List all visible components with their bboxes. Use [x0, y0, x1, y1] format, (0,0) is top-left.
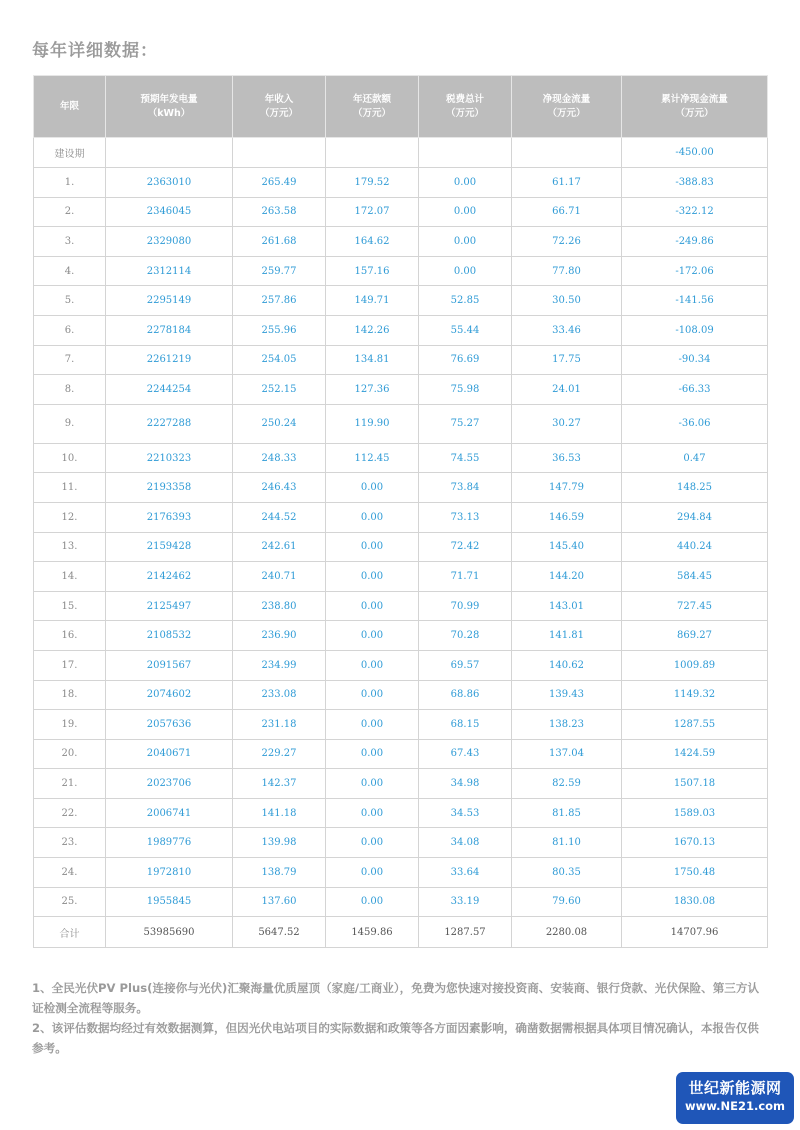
cumulative-cell: 1149.32 — [622, 680, 768, 710]
income-cell: 265.49 — [233, 168, 326, 198]
income-cell: 141.18 — [233, 798, 326, 828]
table-row — [34, 375, 768, 405]
cumulative-cell: -108.09 — [622, 315, 768, 345]
tax-cell: 75.98 — [419, 375, 512, 405]
table-row — [34, 591, 768, 621]
generation-cell: 2278184 — [106, 315, 233, 345]
year-cell: 建设期 — [34, 138, 106, 168]
generation-cell: 2159428 — [106, 532, 233, 562]
cumulative-cell: 1750.48 — [622, 858, 768, 888]
net-cash-flow-cell: 24.01 — [512, 375, 622, 405]
repayment-cell: 119.90 — [326, 404, 419, 443]
tax-cell: 34.98 — [419, 769, 512, 799]
total-tax: 1287.57 — [419, 917, 512, 948]
repayment-cell: 127.36 — [326, 375, 419, 405]
repayment-cell: 0.00 — [326, 798, 419, 828]
generation-cell: 1989776 — [106, 828, 233, 858]
table-row — [34, 562, 768, 592]
net-cash-flow-cell: 140.62 — [512, 650, 622, 680]
table-row — [34, 798, 768, 828]
table-row — [34, 858, 768, 888]
generation-cell: 2057636 — [106, 710, 233, 740]
cumulative-cell: 440.24 — [622, 532, 768, 562]
generation-cell: 2074602 — [106, 680, 233, 710]
income-cell: 238.80 — [233, 591, 326, 621]
generation-cell: 2142462 — [106, 562, 233, 592]
generation-cell: 2023706 — [106, 769, 233, 799]
generation-cell: 2329080 — [106, 227, 233, 257]
repayment-cell: 164.62 — [326, 227, 419, 257]
year-cell: 11. — [34, 473, 106, 503]
table-row — [34, 345, 768, 375]
income-cell: 257.86 — [233, 286, 326, 316]
net-cash-flow-cell: 146.59 — [512, 502, 622, 532]
income-cell — [233, 138, 326, 168]
tax-cell: 0.00 — [419, 168, 512, 198]
generation-cell: 2312114 — [106, 256, 233, 286]
total-income: 5647.52 — [233, 917, 326, 948]
logo-url: www.NE21.com — [684, 1099, 786, 1113]
table-row — [34, 286, 768, 316]
year-cell: 21. — [34, 769, 106, 799]
repayment-cell: 0.00 — [326, 562, 419, 592]
tax-cell: 0.00 — [419, 227, 512, 257]
cumulative-cell: -249.86 — [622, 227, 768, 257]
net-cash-flow-cell: 61.17 — [512, 168, 622, 198]
generation-cell: 2227288 — [106, 404, 233, 443]
year-cell: 7. — [34, 345, 106, 375]
total-label: 合计 — [34, 917, 106, 948]
cumulative-cell: -450.00 — [622, 138, 768, 168]
net-cash-flow-cell: 81.10 — [512, 828, 622, 858]
net-cash-flow-cell: 66.71 — [512, 197, 622, 227]
table-row — [34, 315, 768, 345]
table-body — [34, 138, 768, 917]
generation-cell: 2193358 — [106, 473, 233, 503]
table-row — [34, 680, 768, 710]
net-cash-flow-cell: 143.01 — [512, 591, 622, 621]
repayment-cell: 0.00 — [326, 591, 419, 621]
year-cell: 17. — [34, 650, 106, 680]
cumulative-cell: 0.47 — [622, 443, 768, 473]
tax-cell: 70.99 — [419, 591, 512, 621]
income-cell: 254.05 — [233, 345, 326, 375]
table-row — [34, 502, 768, 532]
income-cell: 138.79 — [233, 858, 326, 888]
year-cell: 10. — [34, 443, 106, 473]
yearly-data-table — [33, 75, 768, 948]
net-cash-flow-cell: 81.85 — [512, 798, 622, 828]
cumulative-cell: 148.25 — [622, 473, 768, 503]
net-cash-flow-cell: 137.04 — [512, 739, 622, 769]
income-cell: 261.68 — [233, 227, 326, 257]
cumulative-cell: 1589.03 — [622, 798, 768, 828]
table-header-row — [34, 76, 768, 138]
repayment-cell: 0.00 — [326, 532, 419, 562]
total-row — [34, 917, 768, 948]
net-cash-flow-cell: 138.23 — [512, 710, 622, 740]
net-cash-flow-cell: 17.75 — [512, 345, 622, 375]
tax-cell: 67.43 — [419, 739, 512, 769]
table-row — [34, 443, 768, 473]
cumulative-cell: 1830.08 — [622, 887, 768, 917]
generation-cell: 1972810 — [106, 858, 233, 888]
table-row — [34, 227, 768, 257]
header-expected-generation: 预期年发电量 （kWh） — [106, 76, 233, 138]
repayment-cell: 112.45 — [326, 443, 419, 473]
tax-cell: 0.00 — [419, 256, 512, 286]
year-cell: 15. — [34, 591, 106, 621]
table-row — [34, 887, 768, 917]
repayment-cell: 157.16 — [326, 256, 419, 286]
generation-cell: 2261219 — [106, 345, 233, 375]
table-row — [34, 828, 768, 858]
table-row — [34, 532, 768, 562]
year-cell: 18. — [34, 680, 106, 710]
total-cumulative: 14707.96 — [622, 917, 768, 948]
income-cell: 242.61 — [233, 532, 326, 562]
year-cell: 6. — [34, 315, 106, 345]
year-cell: 3. — [34, 227, 106, 257]
generation-cell: 1955845 — [106, 887, 233, 917]
header-net-cash-flow: 净现金流量 （万元） — [512, 76, 622, 138]
cumulative-cell: 1507.18 — [622, 769, 768, 799]
cumulative-cell: -66.33 — [622, 375, 768, 405]
tax-cell: 52.85 — [419, 286, 512, 316]
tax-cell: 76.69 — [419, 345, 512, 375]
year-cell: 9. — [34, 404, 106, 443]
year-cell: 25. — [34, 887, 106, 917]
generation-cell: 2125497 — [106, 591, 233, 621]
generation-cell — [106, 138, 233, 168]
tax-cell: 68.86 — [419, 680, 512, 710]
generation-cell: 2108532 — [106, 621, 233, 651]
cumulative-cell: 869.27 — [622, 621, 768, 651]
income-cell: 234.99 — [233, 650, 326, 680]
income-cell: 139.98 — [233, 828, 326, 858]
net-cash-flow-cell: 80.35 — [512, 858, 622, 888]
net-cash-flow-cell: 77.80 — [512, 256, 622, 286]
generation-cell: 2210323 — [106, 443, 233, 473]
net-cash-flow-cell: 82.59 — [512, 769, 622, 799]
header-cumulative-net-cash-flow: 累计净现金流量 （万元） — [622, 76, 768, 138]
year-cell: 23. — [34, 828, 106, 858]
table-row — [34, 197, 768, 227]
tax-cell — [419, 138, 512, 168]
income-cell: 142.37 — [233, 769, 326, 799]
total-generation: 53985690 — [106, 917, 233, 948]
table-row — [34, 621, 768, 651]
table-row — [34, 473, 768, 503]
repayment-cell: 0.00 — [326, 710, 419, 740]
year-cell: 5. — [34, 286, 106, 316]
income-cell: 231.18 — [233, 710, 326, 740]
total-repayment: 1459.86 — [326, 917, 419, 948]
cumulative-cell: -172.06 — [622, 256, 768, 286]
generation-cell: 2091567 — [106, 650, 233, 680]
section-title: 每年详细数据： — [32, 41, 158, 61]
tax-cell: 34.08 — [419, 828, 512, 858]
year-cell: 16. — [34, 621, 106, 651]
cumulative-cell: 584.45 — [622, 562, 768, 592]
generation-cell: 2176393 — [106, 502, 233, 532]
tax-cell: 33.19 — [419, 887, 512, 917]
tax-cell: 74.55 — [419, 443, 512, 473]
cumulative-cell: 1287.55 — [622, 710, 768, 740]
income-cell: 246.43 — [233, 473, 326, 503]
table-row — [34, 168, 768, 198]
year-cell: 19. — [34, 710, 106, 740]
year-cell: 12. — [34, 502, 106, 532]
tax-cell: 0.00 — [419, 197, 512, 227]
repayment-cell: 0.00 — [326, 680, 419, 710]
cumulative-cell: 1424.59 — [622, 739, 768, 769]
cumulative-cell: 1670.13 — [622, 828, 768, 858]
site-logo[interactable] — [676, 1072, 794, 1124]
repayment-cell: 134.81 — [326, 345, 419, 375]
net-cash-flow-cell: 36.53 — [512, 443, 622, 473]
tax-cell: 34.53 — [419, 798, 512, 828]
year-cell: 1. — [34, 168, 106, 198]
income-cell: 250.24 — [233, 404, 326, 443]
header-year: 年限 — [34, 76, 106, 138]
generation-cell: 2346045 — [106, 197, 233, 227]
year-cell: 4. — [34, 256, 106, 286]
income-cell: 233.08 — [233, 680, 326, 710]
income-cell: 240.71 — [233, 562, 326, 592]
income-cell: 252.15 — [233, 375, 326, 405]
repayment-cell: 0.00 — [326, 769, 419, 799]
year-cell: 22. — [34, 798, 106, 828]
repayment-cell: 0.00 — [326, 739, 419, 769]
logo-title: 世纪新能源网 — [688, 1079, 782, 1097]
table-row — [34, 710, 768, 740]
income-cell: 248.33 — [233, 443, 326, 473]
cumulative-cell: -36.06 — [622, 404, 768, 443]
income-cell: 236.90 — [233, 621, 326, 651]
tax-cell: 75.27 — [419, 404, 512, 443]
year-cell: 2. — [34, 197, 106, 227]
repayment-cell: 0.00 — [326, 473, 419, 503]
generation-cell: 2006741 — [106, 798, 233, 828]
tax-cell: 69.57 — [419, 650, 512, 680]
net-cash-flow-cell: 30.50 — [512, 286, 622, 316]
generation-cell: 2363010 — [106, 168, 233, 198]
header-total-tax: 税费总计 （万元） — [419, 76, 512, 138]
net-cash-flow-cell: 141.81 — [512, 621, 622, 651]
net-cash-flow-cell: 79.60 — [512, 887, 622, 917]
generation-cell: 2040671 — [106, 739, 233, 769]
net-cash-flow-cell: 33.46 — [512, 315, 622, 345]
repayment-cell: 149.71 — [326, 286, 419, 316]
repayment-cell: 0.00 — [326, 858, 419, 888]
header-annual-income: 年收入 （万元） — [233, 76, 326, 138]
year-cell: 13. — [34, 532, 106, 562]
income-cell: 137.60 — [233, 887, 326, 917]
repayment-cell: 0.00 — [326, 887, 419, 917]
cumulative-cell: 294.84 — [622, 502, 768, 532]
repayment-cell: 172.07 — [326, 197, 419, 227]
repayment-cell: 0.00 — [326, 621, 419, 651]
tax-cell: 70.28 — [419, 621, 512, 651]
tax-cell: 71.71 — [419, 562, 512, 592]
cumulative-cell: 1009.89 — [622, 650, 768, 680]
cumulative-cell: -141.56 — [622, 286, 768, 316]
year-cell: 8. — [34, 375, 106, 405]
income-cell: 229.27 — [233, 739, 326, 769]
income-cell: 255.96 — [233, 315, 326, 345]
cumulative-cell: -90.34 — [622, 345, 768, 375]
repayment-cell: 179.52 — [326, 168, 419, 198]
repayment-cell: 0.00 — [326, 650, 419, 680]
total-net-cash-flow: 2280.08 — [512, 917, 622, 948]
notes — [32, 978, 768, 1058]
tax-cell: 68.15 — [419, 710, 512, 740]
net-cash-flow-cell: 147.79 — [512, 473, 622, 503]
net-cash-flow-cell: 139.43 — [512, 680, 622, 710]
net-cash-flow-cell: 144.20 — [512, 562, 622, 592]
year-cell: 20. — [34, 739, 106, 769]
repayment-cell: 0.00 — [326, 828, 419, 858]
net-cash-flow-cell: 72.26 — [512, 227, 622, 257]
table-row — [34, 769, 768, 799]
table-row — [34, 256, 768, 286]
year-cell: 14. — [34, 562, 106, 592]
table-row — [34, 404, 768, 443]
tax-cell: 72.42 — [419, 532, 512, 562]
tax-cell: 33.64 — [419, 858, 512, 888]
generation-cell: 2244254 — [106, 375, 233, 405]
tax-cell: 73.84 — [419, 473, 512, 503]
income-cell: 244.52 — [233, 502, 326, 532]
year-cell: 24. — [34, 858, 106, 888]
generation-cell: 2295149 — [106, 286, 233, 316]
note-2: 2、该评估数据均经过有效数据测算，但因光伏电站项目的实际数据和政策等各方面因素影响，确凿数据需根据具体项目情况确认，本报告仅供参考。 — [32, 1021, 759, 1055]
net-cash-flow-cell: 30.27 — [512, 404, 622, 443]
cumulative-cell: -322.12 — [622, 197, 768, 227]
repayment-cell: 142.26 — [326, 315, 419, 345]
table-row — [34, 138, 768, 168]
tax-cell: 73.13 — [419, 502, 512, 532]
net-cash-flow-cell — [512, 138, 622, 168]
cumulative-cell: -388.83 — [622, 168, 768, 198]
table-row — [34, 650, 768, 680]
repayment-cell — [326, 138, 419, 168]
income-cell: 259.77 — [233, 256, 326, 286]
table-row — [34, 739, 768, 769]
repayment-cell: 0.00 — [326, 502, 419, 532]
header-annual-repayment: 年还款额 （万元） — [326, 76, 419, 138]
tax-cell: 55.44 — [419, 315, 512, 345]
cumulative-cell: 727.45 — [622, 591, 768, 621]
income-cell: 263.58 — [233, 197, 326, 227]
note-1: 1、全民光伏PV Plus(连接你与光伏)汇聚海量优质屋顶（家庭/工商业），免费为您快速对接投资商、安装商、银行贷款、光伏保险、第三方认证检测全流程等服务。 — [32, 981, 760, 1015]
net-cash-flow-cell: 145.40 — [512, 532, 622, 562]
